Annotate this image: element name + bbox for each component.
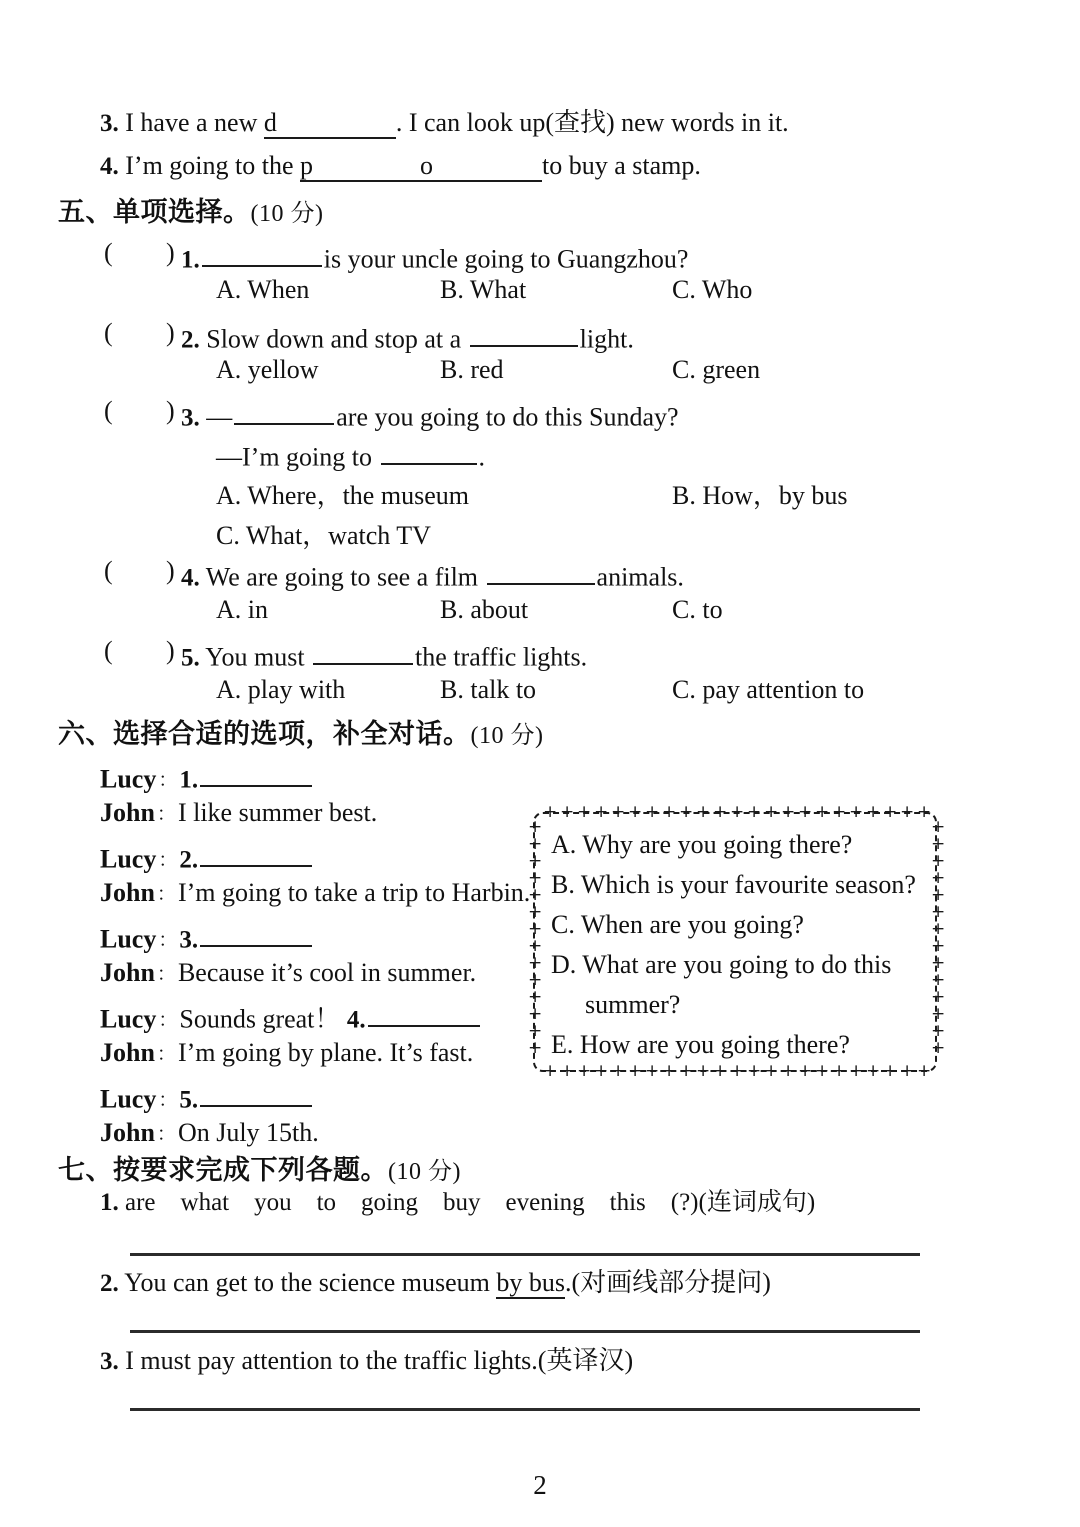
speaker-label: Lucy <box>100 1004 157 1034</box>
border-plus-mark: + <box>528 834 543 854</box>
blank-number: 3. <box>179 926 199 954</box>
dialogue-answer-blank[interactable] <box>200 1078 312 1107</box>
question-stem-after: animals. <box>596 562 684 592</box>
answer-rule-3[interactable] <box>130 1408 920 1411</box>
blank-number: 5. <box>179 1086 199 1114</box>
dialogue-answer-blank[interactable] <box>200 758 312 787</box>
border-plus-mark: + <box>662 802 677 822</box>
dialogue-line-7 <box>100 998 482 1035</box>
question-5-stem <box>181 636 587 672</box>
answer-blank[interactable] <box>202 238 322 267</box>
border-plus-mark: + <box>798 802 813 822</box>
border-plus-mark: + <box>931 868 946 888</box>
border-plus-mark: + <box>764 802 779 822</box>
speaker-label: John <box>100 1118 155 1147</box>
section-7-heading <box>58 1148 461 1187</box>
border-plus-mark: + <box>931 1021 946 1041</box>
border-plus-mark: + <box>528 970 543 990</box>
border-plus-mark: + <box>543 1061 558 1081</box>
item-text-after: .(对画线部分提问) <box>565 1268 771 1297</box>
option-1-a[interactable]: A. When <box>216 275 310 304</box>
border-plus-mark: + <box>645 1061 660 1081</box>
choice-option-e[interactable]: E. How are you going there? <box>551 1030 850 1059</box>
colon-separator: ： <box>156 804 176 825</box>
dialogue-text: Because it’s cool in summer. <box>177 958 477 987</box>
border-plus-mark: + <box>931 885 946 905</box>
answer-blank-o[interactable]: o <box>420 153 542 182</box>
border-plus-mark: + <box>628 802 643 822</box>
border-plus-mark: + <box>713 802 728 822</box>
colon-separator: ： <box>156 884 176 905</box>
dialogue-answer-blank[interactable] <box>200 918 312 947</box>
border-plus-mark: + <box>764 1061 779 1081</box>
answer-paren-right: ) <box>166 396 175 425</box>
border-plus-mark: + <box>931 1004 946 1024</box>
dialogue-line-8 <box>100 1038 473 1068</box>
colon-separator: ： <box>156 1124 176 1145</box>
item-text: are what you to going buy evening this (?)(连词成句) <box>125 1189 816 1216</box>
speaker-label: Lucy <box>100 844 157 874</box>
speaker-label: Lucy <box>100 924 157 954</box>
border-plus-mark: + <box>560 802 575 822</box>
border-plus-mark: + <box>528 817 543 837</box>
border-plus-mark: + <box>832 802 847 822</box>
question-stem-after: are you going to do this Sunday? <box>336 402 679 432</box>
question-number: 1. <box>181 246 200 274</box>
question-number: 3. <box>181 404 200 432</box>
option-2-c[interactable]: C. green <box>672 355 761 384</box>
border-plus-mark: + <box>730 802 745 822</box>
question-reply-after: . <box>478 442 485 472</box>
option-4-a[interactable]: A. in <box>216 595 268 624</box>
question-3-stem <box>181 396 679 432</box>
border-plus-mark: + <box>798 1061 813 1081</box>
page-number: 2 <box>533 1470 547 1500</box>
border-plus-mark: + <box>611 802 626 822</box>
border-plus-mark: + <box>528 902 543 922</box>
border-plus-mark: + <box>662 1061 677 1081</box>
answer-paren-right: ) <box>166 318 175 347</box>
border-plus-mark: + <box>815 1061 830 1081</box>
blank-number: 2. <box>179 846 199 874</box>
question-number: 2. <box>181 326 200 354</box>
dialogue-line-3 <box>100 838 314 874</box>
border-plus-mark: + <box>528 1038 543 1058</box>
answer-blank-p[interactable]: p <box>300 153 420 182</box>
border-plus-mark: + <box>528 1021 543 1041</box>
answer-paren-left: ( <box>104 318 113 347</box>
option-1-b[interactable]: B. What <box>440 275 527 304</box>
answer-blank[interactable] <box>487 556 595 585</box>
option-3-b[interactable]: B. How，by bus <box>672 481 848 510</box>
option-5-b[interactable]: B. talk to <box>440 675 537 704</box>
choice-option-a[interactable]: A. Why are you going there? <box>551 830 853 859</box>
choice-option-c[interactable]: C. When are you going? <box>551 910 804 939</box>
dialogue-line-4 <box>100 878 530 908</box>
item-number: 4. <box>100 153 119 180</box>
item-number: 1. <box>100 1189 119 1216</box>
border-plus-mark: + <box>747 1061 762 1081</box>
answer-paren-right: ) <box>166 636 175 665</box>
section-5-title: 五、单项选择。 <box>58 197 251 228</box>
answer-blank-d[interactable]: d <box>264 110 396 139</box>
option-4-b[interactable]: B. about <box>440 595 529 624</box>
section-6-heading <box>58 712 543 751</box>
speaker-label: John <box>100 878 155 907</box>
border-plus-mark: + <box>931 970 946 990</box>
item-number: 3. <box>100 110 119 137</box>
border-plus-mark: + <box>832 1061 847 1081</box>
answer-paren-right: ) <box>166 556 175 585</box>
blank-number: 4. <box>346 1006 366 1034</box>
option-2-a[interactable]: A. yellow <box>216 355 319 384</box>
dialogue-text: I’m going by plane. It’s fast. <box>177 1038 474 1067</box>
question-stem-before: Slow down and stop at a <box>206 324 468 354</box>
speaker-label: John <box>100 1038 155 1067</box>
dialogue-line-6 <box>100 958 476 988</box>
border-plus-mark: + <box>594 1061 609 1081</box>
speaker-label: Lucy <box>100 1084 157 1114</box>
item-number: 3. <box>100 1348 119 1375</box>
question-number: 4. <box>181 564 200 592</box>
colon-separator: ： <box>158 1090 178 1112</box>
dialogue-line-1 <box>100 758 314 794</box>
question-stem-before: You must <box>205 642 312 672</box>
dialogue-line-10 <box>100 1118 319 1148</box>
border-plus-mark: + <box>528 851 543 871</box>
border-plus-mark: + <box>528 1004 543 1024</box>
border-plus-mark: + <box>577 802 592 822</box>
border-plus-mark: + <box>931 851 946 871</box>
dialogue-line-9 <box>100 1078 314 1114</box>
answer-rule-2[interactable] <box>130 1330 920 1333</box>
dialogue-answer-blank[interactable] <box>200 838 312 867</box>
option-3-a[interactable]: A. Where，the museum <box>216 481 469 510</box>
border-plus-mark: + <box>931 834 946 854</box>
dialogue-answer-blank[interactable] <box>368 998 480 1027</box>
border-plus-mark: + <box>696 1061 711 1081</box>
border-plus-mark: + <box>543 802 558 822</box>
section-6-title: 六、选择合适的选项，补全对话。 <box>58 719 471 750</box>
colon-separator: ： <box>158 850 178 872</box>
option-5-c[interactable]: C. pay attention to <box>672 675 865 704</box>
option-3-c[interactable]: C. What，watch TV <box>216 521 431 550</box>
border-plus-mark: + <box>781 1061 796 1081</box>
border-plus-mark: + <box>594 802 609 822</box>
dialogue-text: On July 15th. <box>177 1118 319 1147</box>
answer-paren-left: ( <box>104 396 113 425</box>
section7-item-1 <box>100 1190 815 1215</box>
border-plus-mark: + <box>528 885 543 905</box>
section-7-title: 七、按要求完成下列各题。 <box>58 1155 388 1186</box>
speaker-label: Lucy <box>100 764 157 794</box>
choice-option-d-cont: summer? <box>585 990 681 1019</box>
question-2-stem <box>181 318 634 354</box>
border-plus-mark: + <box>645 802 660 822</box>
choice-options-box <box>528 802 946 1081</box>
section-7-points: (10 分) <box>388 1159 461 1185</box>
question-stem-after: light. <box>579 324 634 354</box>
item-number: 2. <box>100 1270 119 1297</box>
border-plus-mark: + <box>931 1038 946 1058</box>
colon-separator: ： <box>158 1010 178 1032</box>
section-5-points: (10 分) <box>250 201 324 227</box>
border-plus-mark: + <box>931 987 946 1007</box>
dialogue-text: I like summer best. <box>177 798 378 827</box>
question-4-stem <box>181 556 684 592</box>
answer-paren-left: ( <box>104 636 113 665</box>
blank-number: 1. <box>179 766 199 794</box>
border-plus-mark: + <box>900 802 915 822</box>
question-stem-after: the traffic lights. <box>415 642 588 672</box>
answer-blank[interactable] <box>234 396 334 425</box>
colon-separator: ： <box>158 770 178 792</box>
border-plus-mark: + <box>781 802 796 822</box>
border-plus-mark: + <box>528 919 543 939</box>
item-text-before: I’m going to the <box>125 151 301 180</box>
choice-option-d[interactable]: D. What are you going to do this <box>551 950 892 979</box>
border-plus-mark: + <box>611 1061 626 1081</box>
answer-paren-left: ( <box>104 556 113 585</box>
border-plus-mark: + <box>528 936 543 956</box>
answer-blank[interactable] <box>381 436 477 465</box>
dialogue-text: Sounds great！ <box>179 1004 341 1034</box>
item-text-before: You can get to the science museum <box>124 1268 497 1297</box>
answer-paren-left: ( <box>104 238 113 267</box>
border-plus-mark: + <box>849 1061 864 1081</box>
border-plus-mark: + <box>866 1061 881 1081</box>
section-6-points: (10 分) <box>470 723 544 749</box>
border-plus-mark: + <box>931 902 946 922</box>
border-plus-mark: + <box>931 953 946 973</box>
border-plus-mark: + <box>815 802 830 822</box>
border-plus-mark: + <box>866 802 881 822</box>
border-plus-mark: + <box>849 802 864 822</box>
answer-paren-right: ) <box>166 238 175 267</box>
speaker-label: John <box>100 958 155 987</box>
border-plus-mark: + <box>528 868 543 888</box>
question-stem-text: is your uncle going to Guangzhou? <box>323 244 689 274</box>
border-plus-mark: + <box>883 802 898 822</box>
option-4-c[interactable]: C. to <box>672 595 723 624</box>
border-plus-mark: + <box>917 1061 932 1081</box>
border-plus-mark: + <box>883 1061 898 1081</box>
border-plus-mark: + <box>730 1061 745 1081</box>
choice-option-b[interactable]: B. Which is your favourite season? <box>551 870 916 899</box>
section7-item-3 <box>100 1348 633 1374</box>
question-stem-dash: — <box>206 402 233 432</box>
colon-separator: ： <box>156 1044 176 1065</box>
dialogue-text: I’m going to take a trip to Harbin. <box>177 878 531 907</box>
question-stem-before: We are going to see a film <box>205 562 485 592</box>
border-plus-mark: + <box>628 1061 643 1081</box>
section7-item-2 <box>100 1270 771 1296</box>
option-2-b[interactable]: B. red <box>440 355 504 384</box>
section4-item-3 <box>100 110 789 139</box>
border-plus-mark: + <box>560 1061 575 1081</box>
border-plus-mark: + <box>747 802 762 822</box>
speaker-label: John <box>100 798 155 827</box>
border-plus-mark: + <box>528 953 543 973</box>
colon-separator: ： <box>156 964 176 985</box>
border-plus-mark: + <box>900 1061 915 1081</box>
border-plus-mark: + <box>528 987 543 1007</box>
question-reply-before: —I’m going to <box>216 442 379 472</box>
underlined-phrase: by bus <box>496 1268 566 1297</box>
answer-blank[interactable] <box>470 318 578 347</box>
option-5-a[interactable]: A. play with <box>216 675 346 704</box>
border-plus-mark: + <box>679 802 694 822</box>
section-5-heading <box>58 190 323 229</box>
question-3-stem-line2 <box>216 436 485 472</box>
border-plus-mark: + <box>931 817 946 837</box>
border-plus-mark: + <box>679 1061 694 1081</box>
item-text: I must pay attention to the traffic lights.(英译汉) <box>125 1346 634 1375</box>
dialogue-line-5 <box>100 918 314 954</box>
dialogue-line-2 <box>100 798 377 828</box>
border-plus-mark: + <box>917 802 932 822</box>
question-number: 5. <box>181 644 200 672</box>
colon-separator: ： <box>158 930 178 952</box>
border-plus-mark: + <box>931 919 946 939</box>
border-plus-mark: + <box>713 1061 728 1081</box>
question-1-stem <box>181 238 688 274</box>
option-1-c[interactable]: C. Who <box>672 275 753 304</box>
item-text-after: . I can look up(查找) new words in it. <box>395 108 789 137</box>
border-plus-mark: + <box>696 802 711 822</box>
answer-blank[interactable] <box>313 636 413 665</box>
answer-rule-1[interactable] <box>130 1253 920 1256</box>
section4-item-4 <box>100 153 701 182</box>
border-plus-mark: + <box>931 936 946 956</box>
item-text-before: I have a new <box>125 108 264 137</box>
item-text-after: to buy a stamp. <box>542 151 701 180</box>
border-plus-mark: + <box>577 1061 592 1081</box>
